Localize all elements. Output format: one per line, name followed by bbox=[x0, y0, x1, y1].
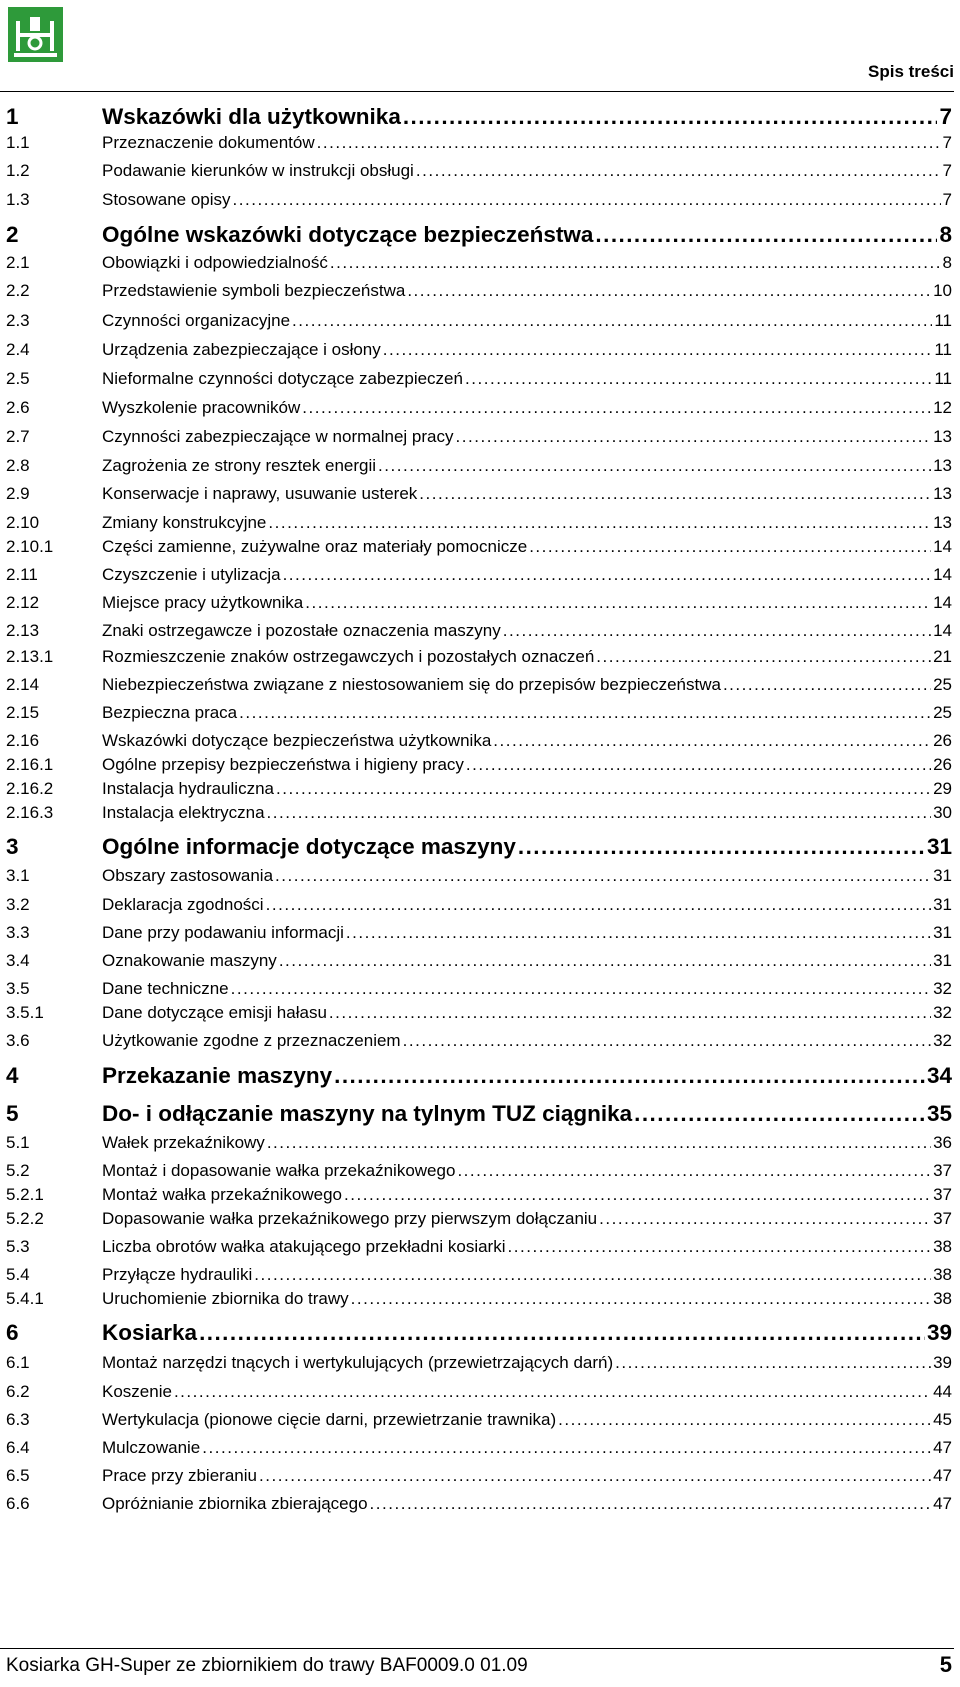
toc-dot-leader bbox=[518, 834, 925, 860]
toc-dot-leader bbox=[634, 1101, 925, 1127]
toc-section-row[interactable] bbox=[6, 1438, 952, 1458]
toc-entry-page: 37 bbox=[933, 1161, 952, 1180]
toc-entry-title: Obowiązki i odpowiedzialność bbox=[102, 253, 328, 272]
toc-dot-leader bbox=[199, 1320, 925, 1346]
toc-entry-page: 32 bbox=[933, 979, 952, 998]
toc-entry-page: 47 bbox=[933, 1466, 952, 1485]
toc-dot-leader bbox=[370, 1494, 932, 1514]
toc-entry-number: 1.3 bbox=[6, 190, 30, 209]
toc-entry-title: Wskazówki dla użytkownika bbox=[102, 104, 401, 129]
toc-entry-number: 2.13.1 bbox=[6, 647, 54, 666]
toc-section-row[interactable] bbox=[6, 979, 952, 999]
toc-entry-number: 2.12 bbox=[6, 593, 40, 612]
toc-entry-page: 39 bbox=[926, 1320, 952, 1345]
toc-chapter-row[interactable] bbox=[6, 104, 952, 130]
toc-dot-leader bbox=[419, 484, 931, 504]
toc-section-row[interactable] bbox=[6, 398, 952, 418]
toc-entry-page: 44 bbox=[933, 1382, 952, 1401]
toc-dot-leader bbox=[383, 340, 933, 360]
toc-entry-number: 2.14 bbox=[6, 675, 40, 694]
toc-entry-page: 31 bbox=[933, 866, 952, 885]
footer-page-number: 5 bbox=[939, 1652, 952, 1677]
toc-entry-title: Bezpieczna praca bbox=[102, 703, 238, 722]
toc-dot-leader bbox=[466, 755, 931, 775]
toc-section-row[interactable] bbox=[6, 565, 952, 585]
toc-section-row[interactable] bbox=[6, 1382, 952, 1402]
toc-entry-page: 37 bbox=[933, 1185, 952, 1204]
toc-entry-title: Części zamienne, zużywalne oraz materiały pomocnicze bbox=[102, 537, 528, 556]
toc-section-row[interactable] bbox=[6, 484, 952, 504]
toc-entry-title: Obszary zastosowania bbox=[102, 866, 274, 885]
toc-entry-title: Prace przy zbieraniu bbox=[102, 1466, 257, 1485]
toc-entry-page: 13 bbox=[933, 513, 952, 532]
toc-dot-leader bbox=[267, 1133, 931, 1153]
toc-entry-title: Ogólne informacje dotyczące maszyny bbox=[102, 834, 516, 859]
toc-entry-page: 31 bbox=[933, 951, 952, 970]
toc-entry-title: Uruchomienie zbiornika do trawy bbox=[102, 1289, 349, 1308]
toc-section-row[interactable] bbox=[6, 1494, 952, 1514]
toc-entry-title: Zagrożenia ze strony resztek energii bbox=[102, 456, 377, 475]
toc-entry-page: 7 bbox=[942, 190, 952, 209]
toc-section-row[interactable] bbox=[6, 647, 952, 667]
toc-entry-number: 2.10 bbox=[6, 513, 40, 532]
toc-dot-leader bbox=[558, 1410, 931, 1430]
toc-dot-leader bbox=[615, 1353, 931, 1373]
toc-dot-leader bbox=[346, 923, 931, 943]
toc-entry-title: Miejsce pracy użytkownika bbox=[102, 593, 304, 612]
toc-entry-page: 11 bbox=[934, 311, 952, 330]
toc-section-row[interactable] bbox=[6, 513, 952, 533]
toc-dot-leader bbox=[305, 593, 931, 613]
toc-entry-title: Montaż wałka przekaźnikowego bbox=[102, 1185, 343, 1204]
toc-entry-number: 5.4 bbox=[6, 1265, 30, 1284]
toc-entry-number: 2.8 bbox=[6, 456, 30, 475]
toc-entry-page: 11 bbox=[934, 340, 952, 359]
toc-entry-title: Ogólne przepisy bezpieczeństwa i higieny pracy bbox=[102, 755, 464, 774]
toc-dot-leader bbox=[317, 133, 941, 153]
toc-entry-page: 47 bbox=[933, 1438, 952, 1457]
toc-entry-title: Oznakowanie maszyny bbox=[102, 951, 277, 970]
toc-section-row[interactable] bbox=[6, 803, 952, 823]
toc-entry-number: 5.4.1 bbox=[6, 1289, 44, 1308]
toc-dot-leader bbox=[457, 1161, 931, 1181]
toc-section-row[interactable] bbox=[6, 1209, 952, 1229]
toc-entry-title: Montaż narzędzi tnących i wertykulujących (przewietrzających darń) bbox=[102, 1353, 614, 1372]
toc-entry-title: Zmiany konstrukcyjne bbox=[102, 513, 267, 532]
toc-section-row[interactable] bbox=[6, 281, 952, 301]
toc-entry-title: Montaż i dopasowanie wałka przekaźnikowego bbox=[102, 1161, 456, 1180]
toc-entry-title: Dane dotyczące emisji hałasu bbox=[102, 1003, 327, 1022]
toc-entry-number: 6.4 bbox=[6, 1438, 30, 1457]
toc-entry-title: Dane przy podawaniu informacji bbox=[102, 923, 344, 942]
toc-dot-leader bbox=[302, 398, 931, 418]
toc-entry-number: 1.2 bbox=[6, 161, 30, 180]
footer-document-info: Kosiarka GH-Super ze zbiornikiem do trawy BAF0009.0 01.09 bbox=[6, 1655, 528, 1676]
toc-entry-page: 31 bbox=[933, 895, 952, 914]
toc-entry-page: 11 bbox=[934, 369, 952, 388]
toc-entry-page: 14 bbox=[933, 593, 952, 612]
toc-chapter-row[interactable] bbox=[6, 222, 952, 248]
toc-dot-leader bbox=[723, 675, 931, 695]
toc-entry-page: 13 bbox=[933, 427, 952, 446]
toc-entry-title: Liczba obrotów wałka atakującego przekładni kosiarki bbox=[102, 1237, 506, 1256]
toc-entry-title: Wskazówki dotyczące bezpieczeństwa użytkownika bbox=[102, 731, 492, 750]
toc-entry-title: Czyszczenie i utylizacja bbox=[102, 565, 281, 584]
toc-entry-page: 39 bbox=[933, 1353, 952, 1372]
toc-dot-leader bbox=[465, 369, 932, 389]
toc-dot-leader bbox=[202, 1438, 931, 1458]
toc-entry-page: 14 bbox=[933, 537, 952, 556]
toc-entry-number: 5 bbox=[6, 1101, 19, 1126]
toc-entry-title: Stosowane opisy bbox=[102, 190, 231, 209]
toc-entry-page: 38 bbox=[933, 1289, 952, 1308]
toc-section-row[interactable] bbox=[6, 703, 952, 723]
footer-divider bbox=[0, 1648, 954, 1649]
toc-entry-number: 6.5 bbox=[6, 1466, 30, 1485]
toc-entry-number: 2.9 bbox=[6, 484, 30, 503]
toc-entry-page: 47 bbox=[933, 1494, 952, 1513]
toc-entry-number: 6.2 bbox=[6, 1382, 30, 1401]
toc-entry-title: Znaki ostrzegawcze i pozostałe oznaczenia maszyny bbox=[102, 621, 501, 640]
toc-section-row[interactable] bbox=[6, 675, 952, 695]
toc-entry-page: 12 bbox=[933, 398, 952, 417]
toc-entry-number: 2.16.1 bbox=[6, 755, 54, 774]
toc-entry-page: 36 bbox=[933, 1133, 952, 1152]
toc-dot-leader bbox=[275, 866, 931, 886]
toc-dot-leader bbox=[329, 1003, 931, 1023]
toc-entry-title: Przedstawienie symboli bezpieczeństwa bbox=[102, 281, 406, 300]
toc-dot-leader bbox=[259, 1466, 931, 1486]
toc-entry-page: 32 bbox=[933, 1031, 952, 1050]
toc-dot-leader bbox=[231, 979, 931, 999]
toc-entry-number: 2.16.2 bbox=[6, 779, 54, 798]
toc-entry-title: Ogólne wskazówki dotyczące bezpieczeństwa bbox=[102, 222, 594, 247]
toc-entry-title: Podawanie kierunków w instrukcji obsługi bbox=[102, 161, 414, 180]
toc-dot-leader bbox=[599, 1209, 931, 1229]
toc-entry-page: 8 bbox=[939, 222, 952, 247]
toc-entry-number: 2.2 bbox=[6, 281, 30, 300]
toc-dot-leader bbox=[268, 513, 931, 533]
toc-dot-leader bbox=[351, 1289, 931, 1309]
toc-entry-title: Wałek przekaźnikowy bbox=[102, 1133, 265, 1152]
toc-entry-title: Dane techniczne bbox=[102, 979, 229, 998]
toc-entry-number: 3.4 bbox=[6, 951, 30, 970]
toc-entry-page: 7 bbox=[942, 133, 952, 152]
toc-entry-number: 2.4 bbox=[6, 340, 30, 359]
toc-entry-title: Konserwacje i naprawy, usuwanie usterek bbox=[102, 484, 418, 503]
toc-section-row[interactable] bbox=[6, 1466, 952, 1486]
toc-section-row[interactable] bbox=[6, 190, 952, 210]
toc-entry-number: 5.2.2 bbox=[6, 1209, 44, 1228]
toc-entry-title: Rozmieszczenie znaków ostrzegawczych i pozostałych oznaczeń bbox=[102, 647, 595, 666]
toc-dot-leader bbox=[416, 161, 941, 181]
toc-section-row[interactable] bbox=[6, 779, 952, 799]
toc-entry-title: Koszenie bbox=[102, 1382, 172, 1401]
toc-entry-page: 13 bbox=[933, 456, 952, 475]
toc-entry-number: 1.1 bbox=[6, 133, 30, 152]
toc-entry-page: 37 bbox=[933, 1209, 952, 1228]
toc-entry-number: 2.5 bbox=[6, 369, 30, 388]
toc-entry-page: 14 bbox=[933, 621, 952, 640]
toc-section-row[interactable] bbox=[6, 866, 952, 886]
toc-entry-title: Niebezpieczeństwa związane z niestosowaniem się do przepisów bezpieczeństwa bbox=[102, 675, 721, 694]
toc-section-row[interactable] bbox=[6, 755, 952, 775]
toc-entry-number: 6.6 bbox=[6, 1494, 30, 1513]
toc-dot-leader bbox=[330, 253, 941, 273]
toc-entry-number: 3.3 bbox=[6, 923, 30, 942]
toc-entry-number: 6.3 bbox=[6, 1410, 30, 1429]
toc-section-row[interactable] bbox=[6, 369, 952, 389]
toc-entry-page: 35 bbox=[926, 1101, 952, 1126]
toc-dot-leader bbox=[378, 456, 931, 476]
toc-entry-number: 2.16.3 bbox=[6, 803, 54, 822]
toc-section-row[interactable] bbox=[6, 621, 952, 641]
toc-chapter-row[interactable] bbox=[6, 1101, 952, 1127]
toc-section-row[interactable] bbox=[6, 311, 952, 331]
toc-entry-number: 2.13 bbox=[6, 621, 40, 640]
toc-chapter-row[interactable] bbox=[6, 1063, 952, 1089]
toc-dot-leader bbox=[503, 621, 931, 641]
toc-entry-page: 25 bbox=[933, 675, 952, 694]
toc-entry-number: 3.5 bbox=[6, 979, 30, 998]
page-header-title: Spis treści bbox=[868, 62, 954, 81]
toc-entry-number: 2.15 bbox=[6, 703, 40, 722]
toc-entry-page: 7 bbox=[942, 161, 952, 180]
toc-section-row[interactable] bbox=[6, 1237, 952, 1257]
toc-entry-title: Czynności organizacyjne bbox=[102, 311, 291, 330]
toc-dot-leader bbox=[403, 104, 938, 130]
toc-entry-title: Kosiarka bbox=[102, 1320, 198, 1345]
toc-dot-leader bbox=[292, 311, 932, 331]
toc-entry-number: 3.5.1 bbox=[6, 1003, 44, 1022]
toc-section-row[interactable] bbox=[6, 895, 952, 915]
toc-section-row[interactable] bbox=[6, 951, 952, 971]
toc-entry-page: 31 bbox=[933, 923, 952, 942]
toc-entry-number: 5.2 bbox=[6, 1161, 30, 1180]
toc-entry-number: 4 bbox=[6, 1063, 19, 1088]
toc-section-row[interactable] bbox=[6, 133, 952, 153]
toc-section-row[interactable] bbox=[6, 1353, 952, 1373]
toc-entry-title: Nieformalne czynności dotyczące zabezpieczeń bbox=[102, 369, 463, 388]
toc-section-row[interactable] bbox=[6, 427, 952, 447]
toc-entry-number: 5.2.1 bbox=[6, 1185, 44, 1204]
toc-dot-leader bbox=[233, 190, 941, 210]
toc-entry-number: 2.16 bbox=[6, 731, 40, 750]
toc-entry-page: 26 bbox=[933, 755, 952, 774]
toc-entry-page: 30 bbox=[933, 803, 952, 822]
toc-section-row[interactable] bbox=[6, 923, 952, 943]
toc-entry-page: 29 bbox=[933, 779, 952, 798]
toc-entry-number: 2.11 bbox=[6, 565, 38, 584]
header-divider bbox=[0, 91, 954, 92]
toc-entry-number: 1 bbox=[6, 104, 19, 129]
toc-dot-leader bbox=[493, 731, 931, 751]
toc-dot-leader bbox=[403, 1031, 931, 1051]
logo-icon bbox=[8, 7, 63, 62]
toc-dot-leader bbox=[283, 565, 932, 585]
toc-entry-page: 13 bbox=[933, 484, 952, 503]
toc-entry-page: 25 bbox=[933, 703, 952, 722]
toc-entry-page: 8 bbox=[942, 253, 952, 272]
toc-dot-leader bbox=[239, 703, 931, 723]
toc-section-row[interactable] bbox=[6, 1133, 952, 1153]
toc-entry-title: Dopasowanie wałka przekaźnikowego przy pierwszym dołączaniu bbox=[102, 1209, 598, 1228]
toc-entry-title: Deklaracja zgodności bbox=[102, 895, 264, 914]
toc-entry-number: 3 bbox=[6, 834, 19, 859]
toc-entry-page: 21 bbox=[933, 647, 952, 666]
toc-section-row[interactable] bbox=[6, 456, 952, 476]
toc-section-row[interactable] bbox=[6, 1265, 952, 1285]
toc-dot-leader bbox=[334, 1063, 925, 1089]
toc-entry-title: Do- i odłączanie maszyny na tylnym TUZ ciągnika bbox=[102, 1101, 633, 1126]
toc-entry-page: 32 bbox=[933, 1003, 952, 1022]
toc-section-row[interactable] bbox=[6, 1031, 952, 1051]
toc-dot-leader bbox=[266, 895, 931, 915]
toc-entry-number: 2.10.1 bbox=[6, 537, 54, 556]
toc-section-row[interactable] bbox=[6, 731, 952, 751]
toc-entry-title: Wertykulacja (pionowe cięcie darni, przewietrzanie trawnika) bbox=[102, 1410, 557, 1429]
toc-section-row[interactable] bbox=[6, 1003, 952, 1023]
toc-dot-leader bbox=[596, 647, 931, 667]
toc-section-row[interactable] bbox=[6, 593, 952, 613]
toc-entry-number: 3.6 bbox=[6, 1031, 30, 1050]
toc-chapter-row[interactable] bbox=[6, 834, 952, 860]
toc-section-row[interactable] bbox=[6, 161, 952, 181]
toc-entry-title: Mulczowanie bbox=[102, 1438, 201, 1457]
toc-entry-title: Wyszkolenie pracowników bbox=[102, 398, 301, 417]
toc-dot-leader bbox=[407, 281, 931, 301]
toc-dot-leader bbox=[456, 427, 932, 447]
toc-entry-number: 6 bbox=[6, 1320, 19, 1345]
toc-entry-page: 26 bbox=[933, 731, 952, 750]
toc-entry-number: 5.1 bbox=[6, 1133, 30, 1152]
toc-entry-title: Czynności zabezpieczające w normalnej pracy bbox=[102, 427, 454, 446]
toc-entry-title: Użytkowanie zgodne z przeznaczeniem bbox=[102, 1031, 401, 1050]
toc-entry-title: Instalacja elektryczna bbox=[102, 803, 265, 822]
toc-entry-page: 14 bbox=[933, 565, 952, 584]
toc-chapter-row[interactable] bbox=[6, 1320, 952, 1346]
toc-entry-page: 38 bbox=[933, 1237, 952, 1256]
toc-entry-page: 31 bbox=[926, 834, 952, 859]
toc-entry-page: 45 bbox=[933, 1410, 952, 1429]
toc-dot-leader bbox=[279, 951, 931, 971]
toc-entry-number: 2.1 bbox=[6, 253, 30, 272]
toc-entry-page: 7 bbox=[939, 104, 952, 129]
toc-dot-leader bbox=[276, 779, 931, 799]
toc-section-row[interactable] bbox=[6, 1185, 952, 1205]
toc-dot-leader bbox=[508, 1237, 932, 1257]
toc-dot-leader bbox=[595, 222, 937, 248]
toc-entry-number: 2.3 bbox=[6, 311, 30, 330]
toc-section-row[interactable] bbox=[6, 537, 952, 557]
toc-dot-leader bbox=[174, 1382, 931, 1402]
toc-entry-page: 34 bbox=[926, 1063, 952, 1088]
toc-entry-number: 3.2 bbox=[6, 895, 30, 914]
toc-section-row[interactable] bbox=[6, 253, 952, 273]
toc-dot-leader bbox=[344, 1185, 931, 1205]
toc-entry-title: Przyłącze hydrauliki bbox=[102, 1265, 253, 1284]
toc-entry-title: Przekazanie maszyny bbox=[102, 1063, 333, 1088]
amazone-logo bbox=[8, 7, 63, 62]
toc-entry-number: 2.6 bbox=[6, 398, 30, 417]
toc-section-row[interactable] bbox=[6, 340, 952, 360]
toc-entry-number: 3.1 bbox=[6, 866, 30, 885]
toc-entry-title: Instalacja hydrauliczna bbox=[102, 779, 274, 798]
toc-entry-title: Opróżnianie zbiornika zbierającego bbox=[102, 1494, 368, 1513]
toc-entry-page: 10 bbox=[933, 281, 952, 300]
toc-entry-number: 6.1 bbox=[6, 1353, 30, 1372]
toc-section-row[interactable] bbox=[6, 1289, 952, 1309]
toc-section-row[interactable] bbox=[6, 1161, 952, 1181]
toc-dot-leader bbox=[254, 1265, 931, 1285]
toc-dot-leader bbox=[267, 803, 932, 823]
toc-entry-number: 2 bbox=[6, 222, 19, 247]
toc-entry-title: Przeznaczenie dokumentów bbox=[102, 133, 315, 152]
toc-entry-page: 38 bbox=[933, 1265, 952, 1284]
toc-entry-title: Urządzenia zabezpieczające i osłony bbox=[102, 340, 381, 359]
toc-entry-number: 5.3 bbox=[6, 1237, 30, 1256]
toc-section-row[interactable] bbox=[6, 1410, 952, 1430]
toc-dot-leader bbox=[529, 537, 931, 557]
toc-entry-number: 2.7 bbox=[6, 427, 30, 446]
